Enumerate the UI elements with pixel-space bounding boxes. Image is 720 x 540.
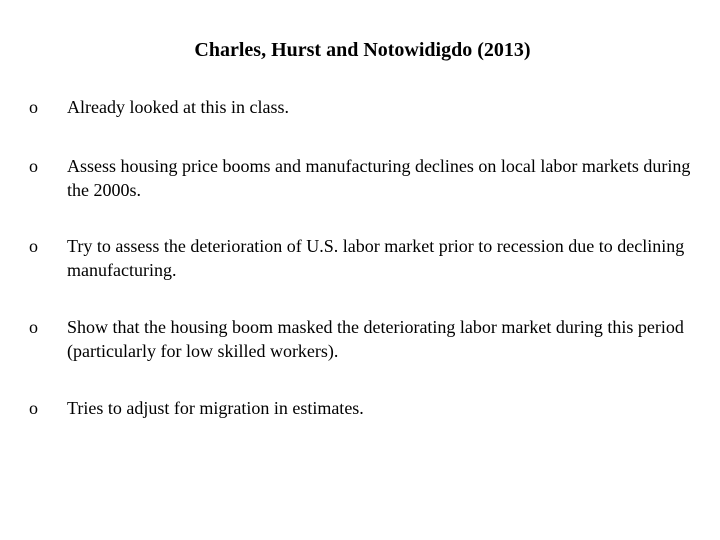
bullet-text: Show that the housing boom masked the deteriorating labor market during this period (particularly for low skilled workers).	[67, 317, 684, 361]
bullet-text: Try to assess the deterioration of U.S. labor market prior to recession due to declining manufacturing.	[67, 236, 685, 280]
bullet-text: Assess housing price booms and manufacturing declines on local labor markets during the 2000s.	[67, 156, 691, 200]
bullet-marker: o	[29, 156, 38, 176]
bullet-marker: o	[29, 317, 38, 337]
bullet-marker: o	[29, 398, 38, 418]
bullet-text: Tries to adjust for migration in estimates.	[67, 398, 364, 418]
bullet-text: Already looked at this in class.	[67, 97, 289, 117]
slide-title: Charles, Hurst and Notowidigdo (2013)	[194, 39, 531, 61]
bullet-marker: o	[29, 97, 38, 117]
bullet-marker: o	[29, 236, 38, 256]
